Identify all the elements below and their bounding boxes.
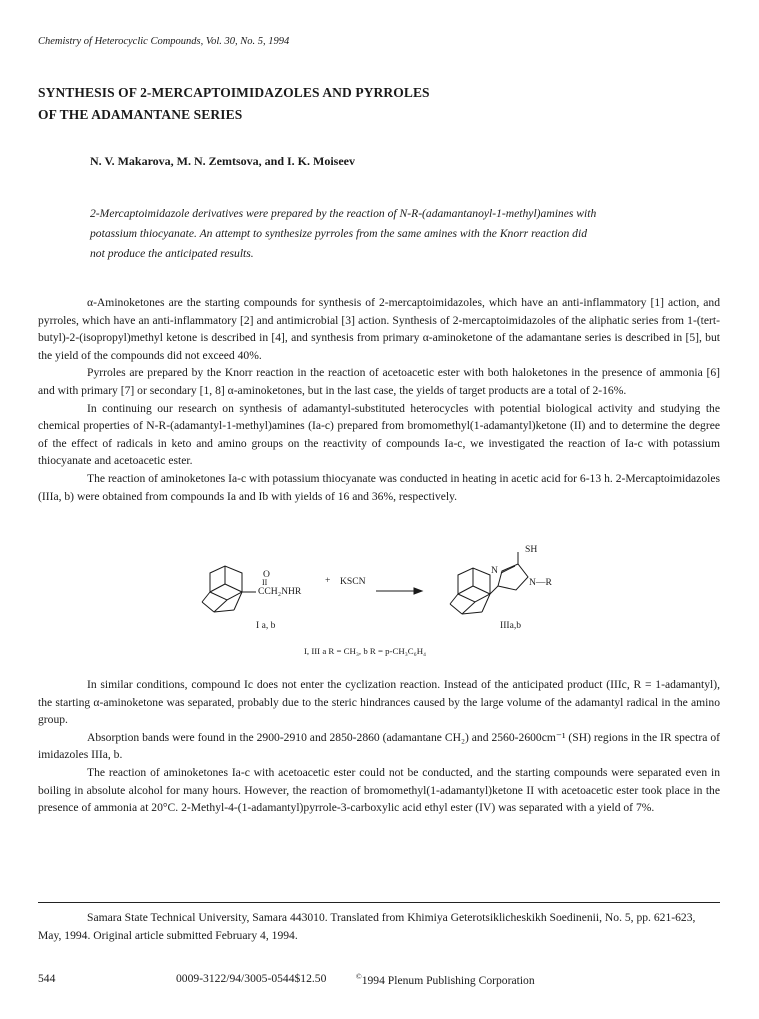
body-paragraph: The reaction of aminoketones Ia-c with potassium thiocyanate was conducted in heating in acetic acid for 6-13 h. 2-Mercaptoimidazoles (IIIa, b) were obtained from compounds Ia and Ib with yields of 16 and 36%, respectively. xyxy=(38,471,720,503)
abstract-line: 2-Mercaptoimidazole derivatives were prepared by the reaction of N-R-(adamantanoyl-1-methyl)amines with xyxy=(90,207,597,220)
abstract xyxy=(90,204,690,264)
issn-code: 0009-3122/94/3005-0544$12.50 xyxy=(176,972,327,985)
body-text-results xyxy=(38,676,720,817)
reagent-label: KSCN xyxy=(340,576,366,587)
body-paragraph: In continuing our research on synthesis of adamantyl-substituted heterocycles with potential biological activity and studying the chemical properties of N-R-(adamantyl-1-methyl)amines (Ia-c) prepared from bromomethyl(1-adamantyl)ketone (II) and to determine the degree of the effect of radicals in keto and amino groups on the reactivity of compounds Ia-c, we investigated the reaction of Ia-c with potassium thiocyanate and acetoacetic ester. xyxy=(38,401,720,468)
paper-title xyxy=(38,82,678,126)
body-paragraph: In similar conditions, compound Ic does not enter the cyclization reaction. Instead of the anticipated product (IIIc, R = 1-adamantyl), the starting α-aminoketone was separated, probably due to the steric hindrances caused by the large volume of the adamantyl radical in the amino group. xyxy=(38,678,720,727)
reactant-group-label: CCH₂NHR xyxy=(258,586,302,597)
ring-nr-label: N—R xyxy=(529,577,552,588)
abstract-line: potassium thiocyanate. An attempt to synthesize pyrroles from the same amines with the Knorr reaction did xyxy=(90,227,587,240)
copyright-line xyxy=(356,972,535,987)
footnote-text: Samara State Technical University, Samara 443010. Translated from Khimiya Geterotsiklicheskikh Soedinenii, No. 5, pp. 621-623, May, 1994. Original article submitted February 4, 1994. xyxy=(38,911,696,942)
carbonyl-oxygen-label: O xyxy=(263,569,270,580)
thiol-label: SH xyxy=(525,544,538,555)
abstract-line: not produce the anticipated results. xyxy=(90,247,254,260)
body-paragraph: α-Aminoketones are the starting compounds for synthesis of 2-mercaptoimidazoles, which have an anti-inflammatory [1] action, and pyrroles, which have an anti-inflammatory [2] and antimicrobial [3] action. Synthesis of 2-mercaptoimidazoles of the aliphatic series from 1-(tert-butyl)-2-(isopropyl)methyl ketone is described in [4], and synthesis from primary α-aminoketone of the adamantane series is described in [5], but the yield of the compounds did not exceed 40%. xyxy=(38,296,720,362)
title-line: SYNTHESIS OF 2-MERCAPTOIMIDAZOLES AND PYRROLES xyxy=(38,85,430,100)
copyright-mark: © xyxy=(356,972,362,981)
journal-header: Chemistry of Heterocyclic Compounds, Vol. 30, No. 5, 1994 xyxy=(38,36,290,47)
scheme-legend: I, III a R = CH₃, b R = p-CH₃C₆H₄ xyxy=(304,646,427,656)
title-line: OF THE ADAMANTANE SERIES xyxy=(38,107,243,122)
reaction-scheme xyxy=(180,540,580,665)
footnote-divider xyxy=(38,902,720,903)
ring-nitrogen-label: N xyxy=(491,565,498,576)
authors: N. V. Makarova, M. N. Zemtsova, and I. K. Moiseev xyxy=(90,154,355,168)
adamantane-cage-reactant xyxy=(202,566,256,612)
body-text-intro xyxy=(38,294,720,505)
body-paragraph: The reaction of aminoketones Ia-c with acetoacetic ester could not be conducted, and the starting compounds were separated even in boiling in absolute alcohol for many hours. However, the reaction of bromomethyl(1-adamantyl)ketone II with acetoacetic ester took place in the presence of ammonia at 20°C. 2-Methyl-4-(1-adamantyl)pyrrole-3-carboxylic acid ethyl ester (IV) was separated with a yield of 7%. xyxy=(38,765,720,815)
footnote xyxy=(38,909,720,945)
carbonyl-double-bond-label: II xyxy=(262,578,268,587)
reactant-compound-label: I a, b xyxy=(256,620,276,631)
imidazole-ring xyxy=(498,552,528,590)
plus-sign: + xyxy=(325,575,331,586)
body-paragraph: Pyrroles are prepared by the Knorr reaction in the reaction of acetoacetic ester with both haloketones in the presence of ammonia [6] and with primary [7] or secondary [1, 8] α-aminoketones, but in the last case, the yields of target products are a total of 2-16%. xyxy=(38,366,720,397)
product-compound-label: IIIa,b xyxy=(500,620,522,631)
body-paragraph: Absorption bands were found in the 2900-2910 and 2850-2860 (adamantane CH₂) and 2560-2600cm⁻¹ (SH) regions in the IR spectra of imidazoles IIIa, b. xyxy=(38,730,720,762)
page-number: 544 xyxy=(38,972,56,985)
reaction-arrow xyxy=(376,588,422,594)
copyright-text: 1994 Plenum Publishing Corporation xyxy=(361,973,535,987)
